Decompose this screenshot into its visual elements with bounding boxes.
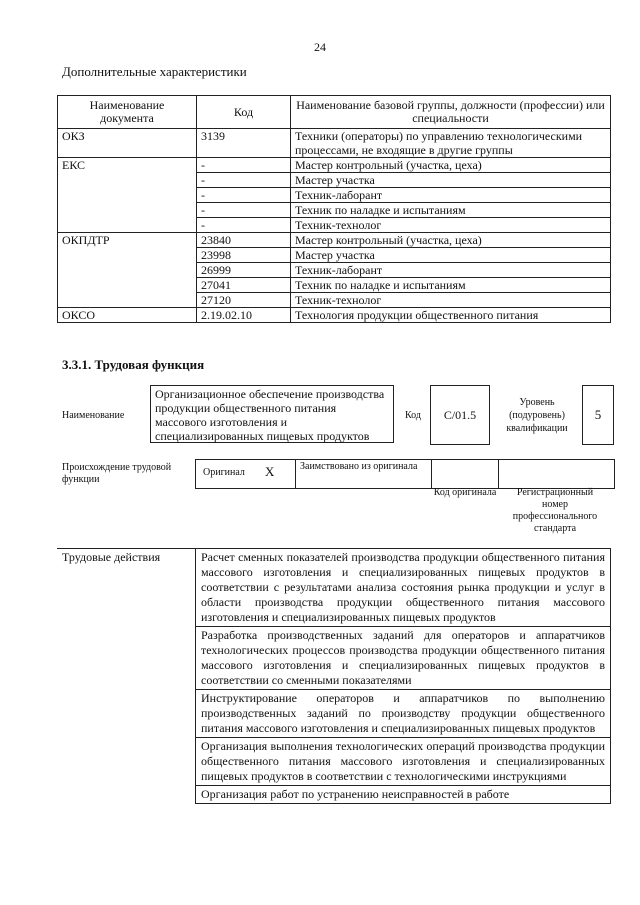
labor-actions-table <box>57 548 611 804</box>
action-item: Инструктирование операторов и аппаратчиков по выполнению производственных заданий по производству продукции общественного питания массового изготовления и специализированных пищевых продуктов <box>196 690 611 738</box>
group-name-cell: Техник-лаборант <box>291 263 611 278</box>
code-original-label: Код оригинала <box>433 487 497 498</box>
group-name-cell: Техники (операторы) по управлению технологическими процессами, не входящие в другие группы <box>291 129 611 158</box>
code-cell: 3139 <box>197 129 291 158</box>
table-row <box>58 158 611 173</box>
header-doc: Наименование документа <box>58 96 197 129</box>
original-mark: X <box>265 464 275 479</box>
code-cell: 27120 <box>197 293 291 308</box>
origin-label: Происхождение трудовой функции <box>62 462 172 485</box>
code-cell: 23998 <box>197 248 291 263</box>
code-cell: - <box>197 173 291 188</box>
code-label: Код <box>405 410 421 421</box>
code-cell: - <box>197 188 291 203</box>
group-name-cell: Мастер контрольный (участка, цеха) <box>291 233 611 248</box>
group-name-cell: Мастер участка <box>291 248 611 263</box>
code-value: C/01.5 <box>430 385 490 445</box>
level-label: Уровень (подуровень) квалификации <box>506 397 568 434</box>
doc-name-cell: ЕКС <box>58 158 197 233</box>
header-group: Наименование базовой группы, должности (профессии) или специальности <box>291 96 611 129</box>
code-cell: 26999 <box>197 263 291 278</box>
action-item: Расчет сменных показателей производства продукции общественного питания массового изготовления и специализированных пищевых продуктов в соответствии с результатами анализа состояния рынка продукции и услуг в области производства продукции общественного питания массового изготовления и специализированных пищевых продуктов <box>196 549 611 627</box>
group-name-cell: Техник-технолог <box>291 293 611 308</box>
function-heading: 3.3.1. Трудовая функция <box>62 357 205 372</box>
code-cell: 27041 <box>197 278 291 293</box>
group-name-cell: Техник по наладке и испытаниям <box>291 203 611 218</box>
group-name-cell: Мастер участка <box>291 173 611 188</box>
doc-name-cell: ОКПДТР <box>58 233 197 308</box>
name-label: Наименование <box>62 410 125 421</box>
group-name-cell: Техник-технолог <box>291 218 611 233</box>
table-row <box>58 129 611 158</box>
section-heading-extra: Дополнительные характеристики <box>62 64 247 79</box>
actions-label: Трудовые действия <box>57 549 196 804</box>
doc-name-cell: ОКЗ <box>58 129 197 158</box>
doc-name-cell: ОКСО <box>58 308 197 323</box>
borrowed-label: Заимствовано из оригинала <box>300 461 418 472</box>
table-row <box>57 549 611 627</box>
code-cell: 2.19.02.10 <box>197 308 291 323</box>
function-name: Организационное обеспечение производства продукции общественного питания массового изготовления и специализированных пищевых продуктов <box>150 385 394 443</box>
code-cell: - <box>197 203 291 218</box>
action-item: Организация работ по устранению неисправностей в работе <box>196 786 611 804</box>
action-item: Разработка производственных заданий для операторов и аппаратчиков технологических процессов производства продукции общественного питания массового изготовления и специализированных пищевых продуктов в соответствии со сменными показателями <box>196 627 611 690</box>
table-header-row <box>58 96 611 129</box>
header-code: Код <box>197 96 291 129</box>
level-value: 5 <box>582 385 614 445</box>
classification-table <box>57 95 611 323</box>
group-name-cell: Технология продукции общественного питания <box>291 308 611 323</box>
code-cell: - <box>197 158 291 173</box>
registration-label: Регистрационный номер профессионального стандарта <box>512 487 598 534</box>
table-row <box>58 233 611 248</box>
group-name-cell: Техник по наладке и испытаниям <box>291 278 611 293</box>
page-number: 24 <box>314 40 326 54</box>
code-cell: 23840 <box>197 233 291 248</box>
group-name-cell: Мастер контрольный (участка, цеха) <box>291 158 611 173</box>
table-row <box>58 308 611 323</box>
original-label: Оригинал <box>203 467 245 478</box>
action-item: Организация выполнения технологических операций производства продукции общественного питания массового изготовления и специализированных пищевых продуктов в соответствии с технологическими инструкциями <box>196 738 611 786</box>
group-name-cell: Техник-лаборант <box>291 188 611 203</box>
code-cell: - <box>197 218 291 233</box>
